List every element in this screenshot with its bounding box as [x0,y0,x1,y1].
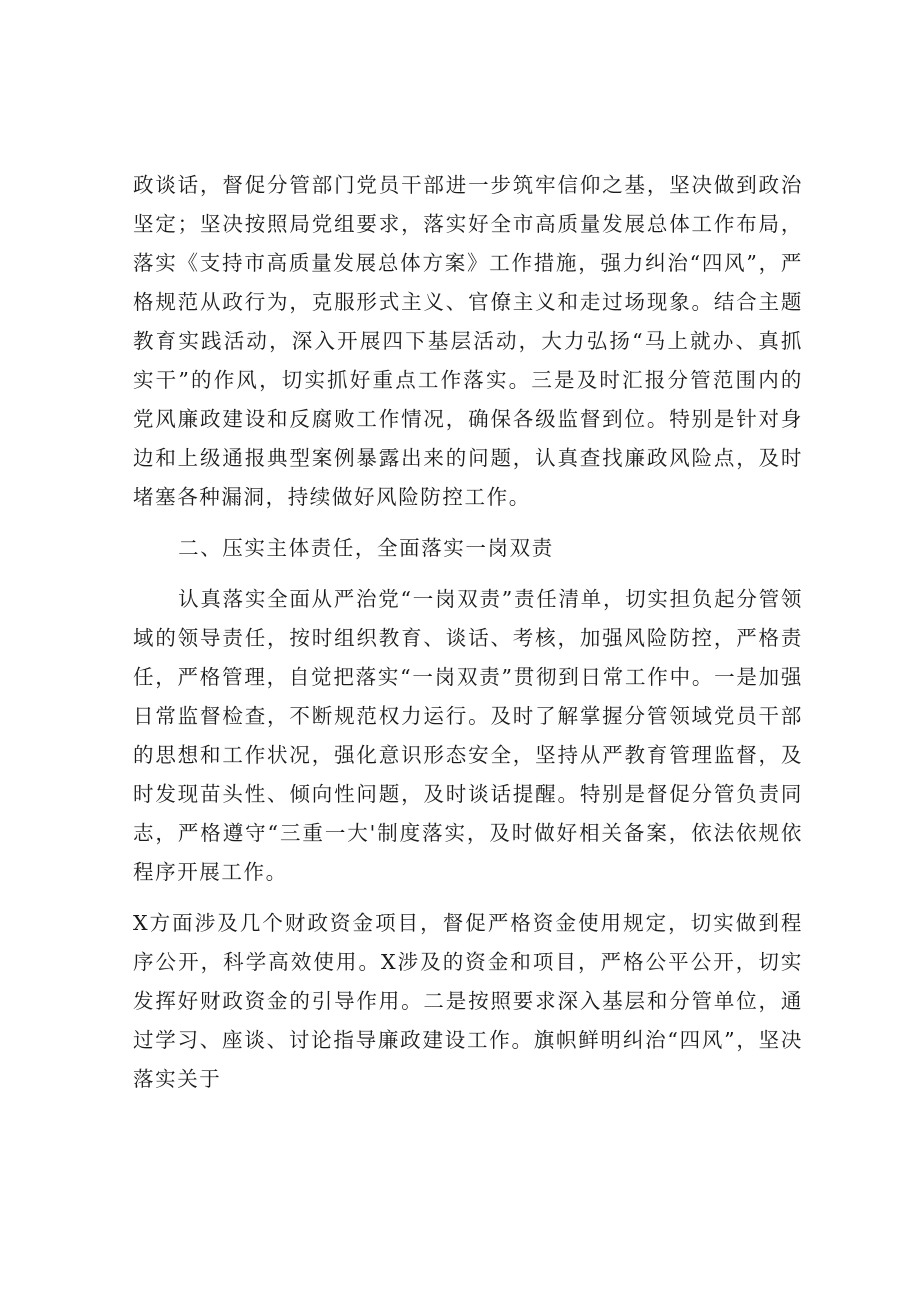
body-paragraph-3: X方面涉及几个财政资金项目，督促严格资金使用规定，切实做到程序公开，科学高效使用。X涉及的资金和项目，严格公平公开，切实发挥好财政资金的引导作用。二是按照要求深入基层和分管单位，通过学习、座谈、讨论指导廉政建设工作。旗帜鲜明纠治“四风”，坚决落实关于 [133,911,803,1091]
document-body [133,166,803,1099]
body-paragraph-2: 认真落实全面从严治党“一岗双责”责任清单，切实担负起分管领域的领导责任，按时组织教育、谈话、考核，加强风险防控，严格责任，严格管理，自觉把落实“一岗双责”贯彻到日常工作中。一是加强日常监督检查，不断规范权力运行。及时了解掌握分管领域党员干部的思想和工作状况，强化意识形态安全，坚持从严教育管理监督，及时发现苗头性、倾向性问题，及时谈话提醒。特别是督促分管负责同志，严格遵守“三重一大'制度落实，及时做好相关备案，依法依规依程序开展工作。 [133,587,803,884]
section-heading: 二、压实主体责任，全面落实一岗双责 [178,536,554,560]
body-paragraph-1: 政谈话，督促分管部门党员干部进一步筑牢信仰之基，坚决做到政治坚定；坚决按照局党组要求，落实好全市高质量发展总体工作布局，落实《支持市高质量发展总体方案》工作措施，强力纠治“四风”，严格规范从政行为，克服形式主义、官僚主义和走过场现象。结合主题教育实践活动，深入开展四下基层活动，大力弘扬“马上就办、真抓实干”的作风，切实抓好重点工作落实。三是及时汇报分管范围内的党风廉政建设和反腐败工作情况，确保各级监督到位。特别是针对身边和上级通报典型案例暴露出来的问题，认真查找廉政风险点，及时堵塞各种漏洞，持续做好风险防控工作。 [133,173,803,509]
